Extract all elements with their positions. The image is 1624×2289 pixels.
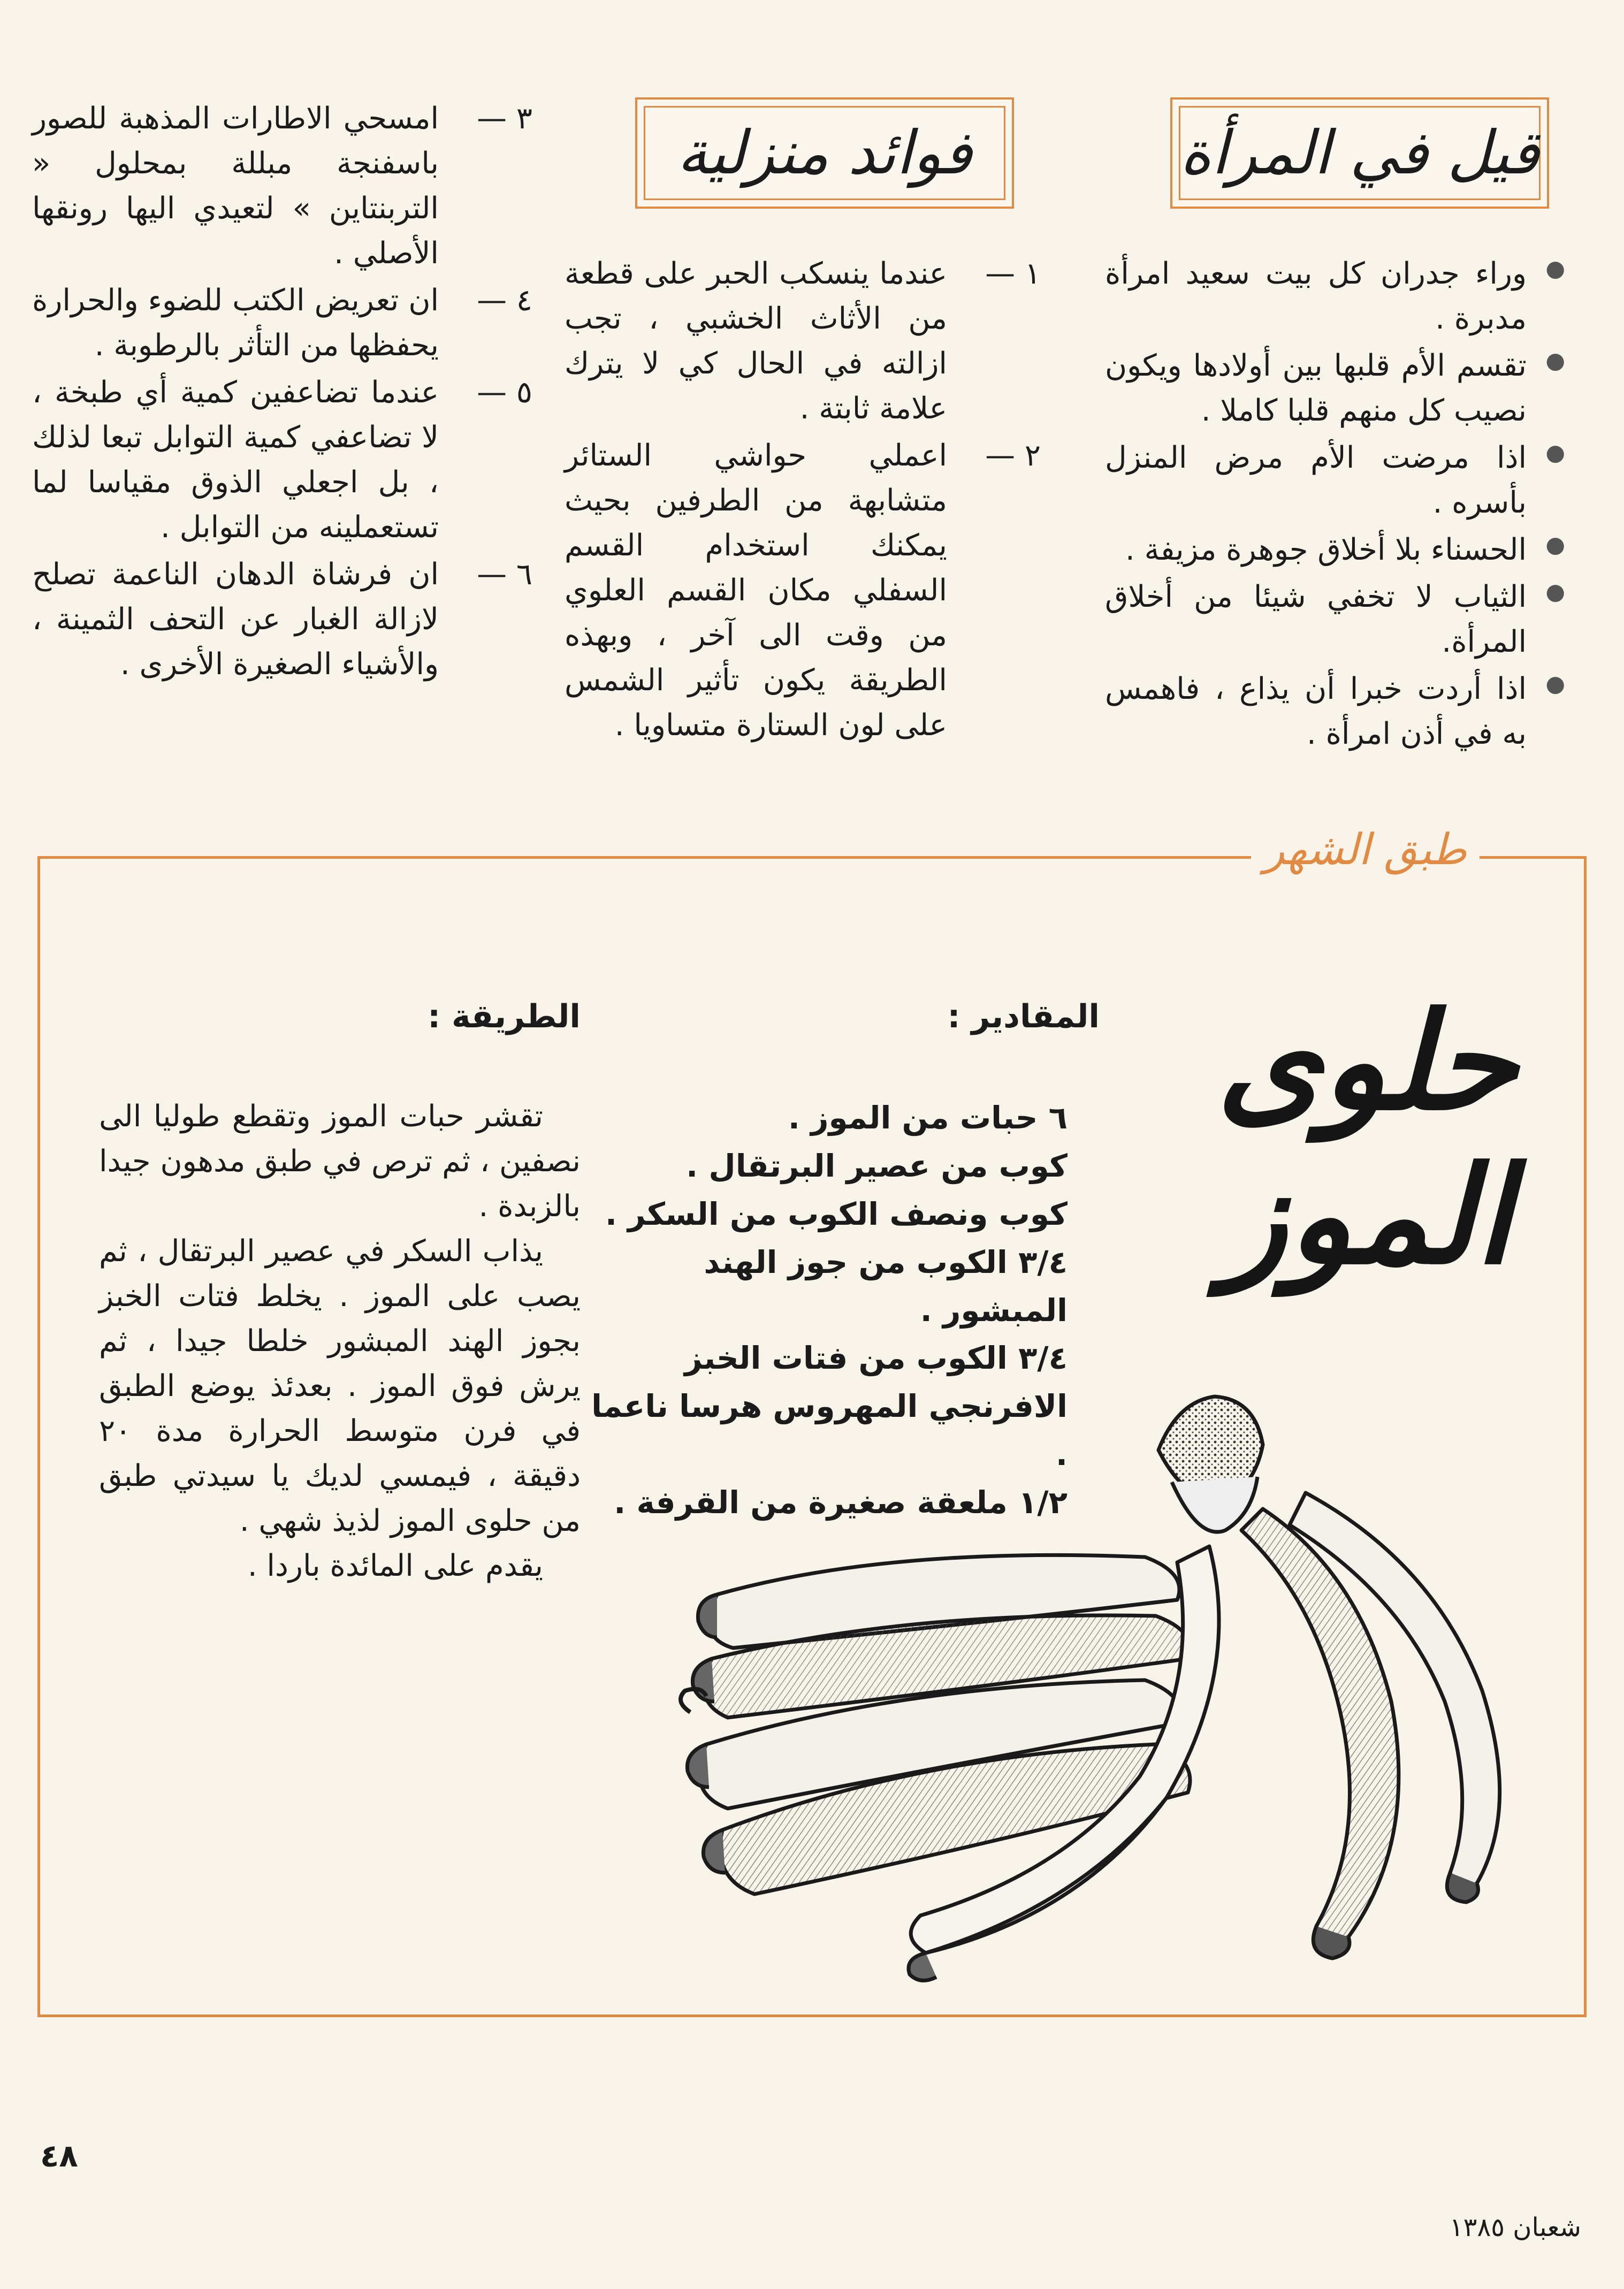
- tips-list-b: [32, 96, 532, 687]
- bullet-icon: ●: [1545, 578, 1565, 605]
- page-number: ٤٨: [40, 2138, 78, 2174]
- ingredient-item: ٦ حبات من الموز .: [788, 1100, 1068, 1136]
- ingredient-item: كوب من عصير البرتقال .: [686, 1147, 1068, 1184]
- tips-list-a: [565, 251, 1041, 748]
- method-section: [99, 998, 581, 1589]
- dish-title-line2: الموز: [1222, 1136, 1512, 1294]
- tip-item: ٢ — اعملي حواشي الستائر متشابهة من الطرفين بحيث يمكنك استخدام القسم السفلي مكان القسم العلوي من وقت الى آخر ، وبهذه الطريقة يكون تأثير الشمس على لون الستارة متساويا .: [565, 438, 1041, 743]
- banana-bunch-illustration: [674, 1370, 1541, 1990]
- tips-title: فوائد منزلية: [677, 118, 972, 188]
- tip-item: ٤ — ان تعريض الكتب للضوء والحرارة يحفظها من التأثر بالرطوبة .: [32, 283, 532, 363]
- bullet-icon: ●: [1545, 255, 1565, 281]
- ingredient-item: كوب ونصف الكوب من السكر .: [605, 1195, 1068, 1232]
- ingredient-item: ٣/٤ الكوب من فتات الخبز الافرنجي المهروس هرسا ناعما .: [591, 1340, 1068, 1473]
- quote-item: ● تقسم الأم قلبها بين أولادها ويكون نصيب كل منهم قلبا كاملا .: [1105, 344, 1565, 433]
- bullet-icon: ●: [1545, 531, 1565, 558]
- quotes-list: [1105, 251, 1565, 757]
- method-paragraph: تقشر حبات الموز وتقطع طوليا الى نصفين ، ثم ترص في طبق مدهون جيدا بالزبدة .: [99, 1099, 581, 1224]
- quotes-column: [1105, 251, 1565, 759]
- dish-title: [1191, 982, 1544, 1294]
- method-text: [99, 1094, 581, 1589]
- bullet-icon: ●: [1545, 670, 1565, 697]
- bullet-icon: ●: [1545, 439, 1565, 466]
- tip-item: ٥ — عندما تضاعفين كمية أي طبخة ، لا تضاعفي كمية التوابل تبعا لذلك ، بل اجعلي الذوق مقياسا لما تستعملينه من التوابل .: [32, 375, 532, 545]
- ingredient-item: ١/٢ ملعقة صغيرة من القرفة .: [614, 1484, 1068, 1521]
- tips-title-box: [635, 97, 1014, 209]
- bullet-icon: ●: [1545, 347, 1565, 373]
- ingredients-heading: المقادير :: [947, 998, 1100, 1035]
- quote-item: ● اذا مرضت الأم مرض المنزل بأسره .: [1105, 436, 1565, 525]
- quotes-title-box: [1170, 97, 1549, 209]
- tip-item: ١ — عندما ينسكب الحبر على قطعة من الأثاث الخشبي ، تجب ازالته في الحال كي لا يترك علامة ثابتة .: [565, 256, 1041, 426]
- method-paragraph: يذاب السكر في عصير البرتقال ، ثم يصب على الموز . يخلط فتات الخبز بجوز الهند المبشور خلطا جيدا ، ثم يرش فوق الموز . بعدئذ يوضع الطبق في فرن متوسط الحرارة مدة ٢٠ دقيقة ، فيمسي لديك يا سيدتي طبق من حلوى الموز لذيذ شهي .: [99, 1234, 581, 1538]
- tip-item: ٣ — امسحي الاطارات المذهبة للصور باسفنجة مبللة بمحلول « التربنتاين » لتعيدي اليها رونقها الأصلي .: [32, 101, 532, 271]
- method-heading: الطريقة :: [428, 998, 581, 1035]
- quote-item: ● الثياب لا تخفي شيئا من أخلاق المرأة.: [1105, 575, 1565, 665]
- tip-item: ٦ — ان فرشاة الدهان الناعمة تصلح لازالة الغبار عن التحف الثمينة ، والأشياء الصغيرة الأخرى .: [32, 557, 532, 682]
- tips-column-left: [32, 96, 532, 689]
- dish-of-month-label: طبق الشهر: [1251, 828, 1480, 871]
- quote-item: ● اذا أردت خبرا أن يذاع ، فاهمس به في أذن امرأة .: [1105, 667, 1565, 757]
- issue-date: شعبان ١٣٨٥: [1449, 2212, 1581, 2242]
- method-paragraph: يقدم على المائدة باردا .: [247, 1548, 543, 1583]
- quote-item: ● الحسناء بلا أخلاق جوهرة مزيفة .: [1105, 528, 1565, 573]
- quotes-title: قيل في المرأة: [1180, 118, 1539, 188]
- dish-title-line1: حلوى: [1216, 982, 1518, 1140]
- quote-item: ● وراء جدران كل بيت سعيد امرأة مدبرة .: [1105, 251, 1565, 341]
- ingredient-item: ٣/٤ الكوب من جوز الهند المبشور .: [704, 1243, 1068, 1329]
- tips-column-middle: [565, 251, 1041, 750]
